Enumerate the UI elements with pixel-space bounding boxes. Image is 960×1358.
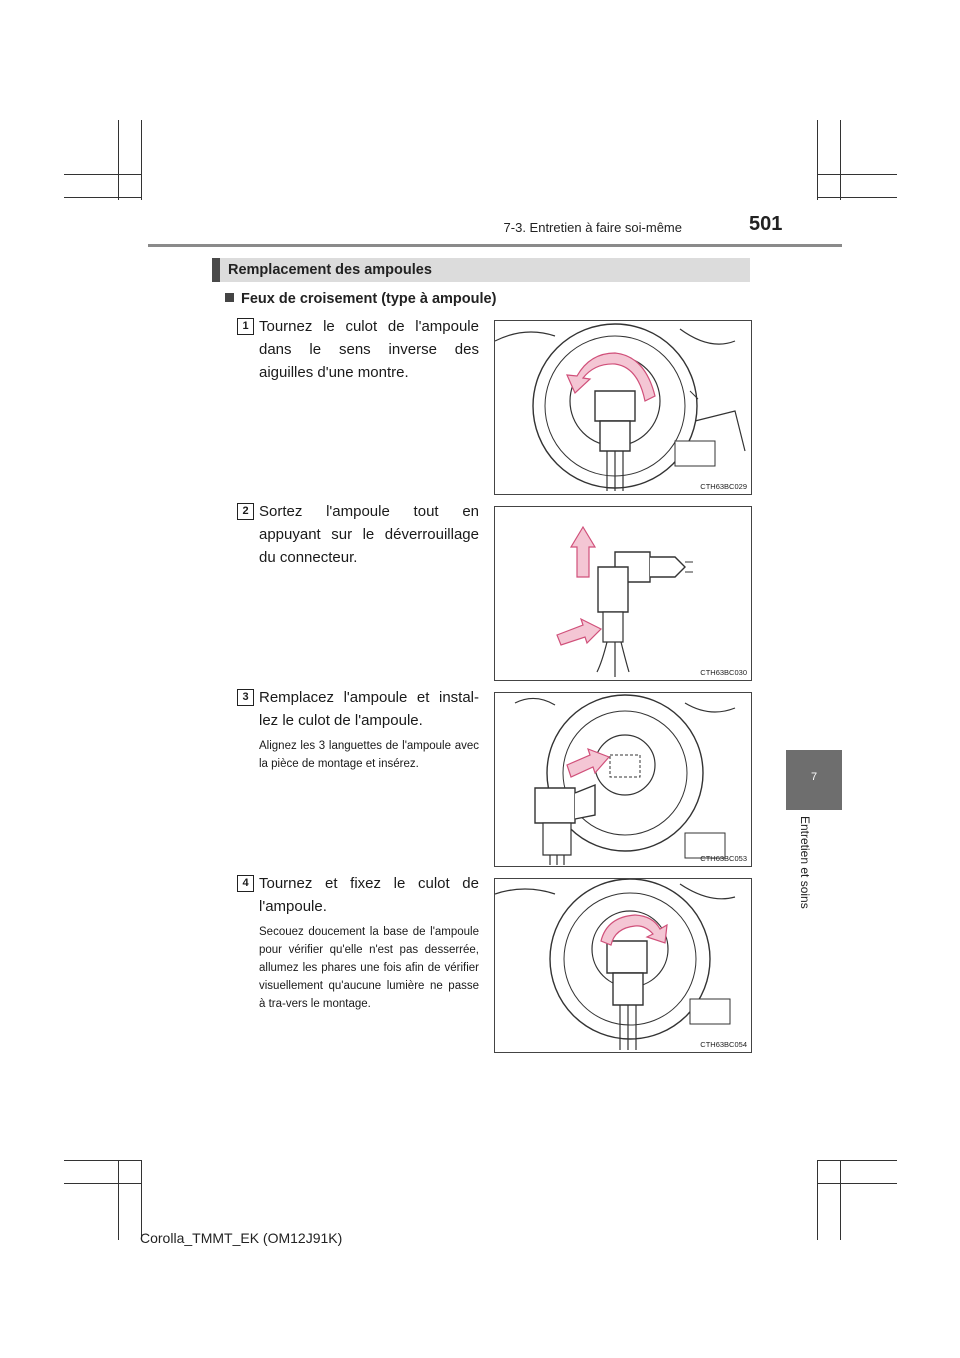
subsection-title-text: Feux de croisement (type à ampoule) [241,291,497,307]
step-number: 1 [237,318,254,335]
crop-mark [817,1160,818,1240]
crop-mark [118,120,119,200]
crop-mark [118,1160,119,1240]
chapter-label [796,816,812,936]
crop-mark [817,197,897,198]
press-release-arrow-icon [495,507,751,680]
crop-mark [64,1183,142,1184]
crop-mark [64,197,142,198]
figure-code: CTH63BC054 [700,1040,747,1049]
running-header: 7-3. Entretien à faire soi-même [503,220,682,235]
figure-code: CTH63BC030 [700,668,747,677]
crop-mark [141,120,142,200]
chapter-tab [786,750,842,810]
step-number: 3 [237,689,254,706]
crop-mark [817,1160,897,1161]
crop-mark [64,174,142,175]
square-bullet-icon [225,293,234,302]
crop-mark [817,120,818,200]
footer-model-code: Corolla_TMMT_EK (OM12J91K) [140,1230,343,1246]
rotate-clockwise-arrow-icon [495,879,751,1052]
header-rule [148,244,842,247]
crop-mark [840,120,841,200]
crop-mark [817,1183,897,1184]
section-accent [212,258,220,282]
insert-arrow-icon [495,693,751,866]
step-text: Tournez le culot de l'ampoule dans le sens inverse des aiguilles d'une montre. [259,318,479,381]
rotate-arrow-icon [495,321,751,494]
section-title: Remplacement des ampoules [228,262,432,278]
illustration-step-4 [494,878,752,1053]
chapter-label-text: Entretien et soins [798,816,812,909]
step-text: Remplacez l'ampoule et instal-lez le culot de l'ampoule. [259,689,479,729]
chapter-number: 7 [810,771,818,783]
step-text: Tournez et fixez le culot de l'ampoule. [259,875,479,915]
crop-mark [840,1160,841,1240]
section-heading [212,258,750,282]
illustration-step-1 [494,320,752,495]
step-note: Secouez doucement la base de l'ampoule pour vérifier qu'elle n'est pas desserrée, allumez les phares une fois afin de vérifier visuellement qu'aucune lumière ne passe à tra-vers le montage. [259,926,479,1010]
step-note: Alignez les 3 languettes de l'ampoule avec la pièce de montage et insérez. [259,740,479,770]
figure-code: CTH63BC029 [700,482,747,491]
step-text: Sortez l'ampoule tout en appuyant sur le déverrouillage du connecteur. [259,503,479,566]
crop-mark [64,1160,142,1161]
step-number: 4 [237,875,254,892]
crop-mark [141,1160,142,1240]
page-number: 501 [749,213,783,235]
illustration-step-3 [494,692,752,867]
subsection-title [225,291,496,307]
illustration-step-2 [494,506,752,681]
figure-code: CTH63BC053 [700,854,747,863]
crop-mark [817,174,897,175]
step-number: 2 [237,503,254,520]
